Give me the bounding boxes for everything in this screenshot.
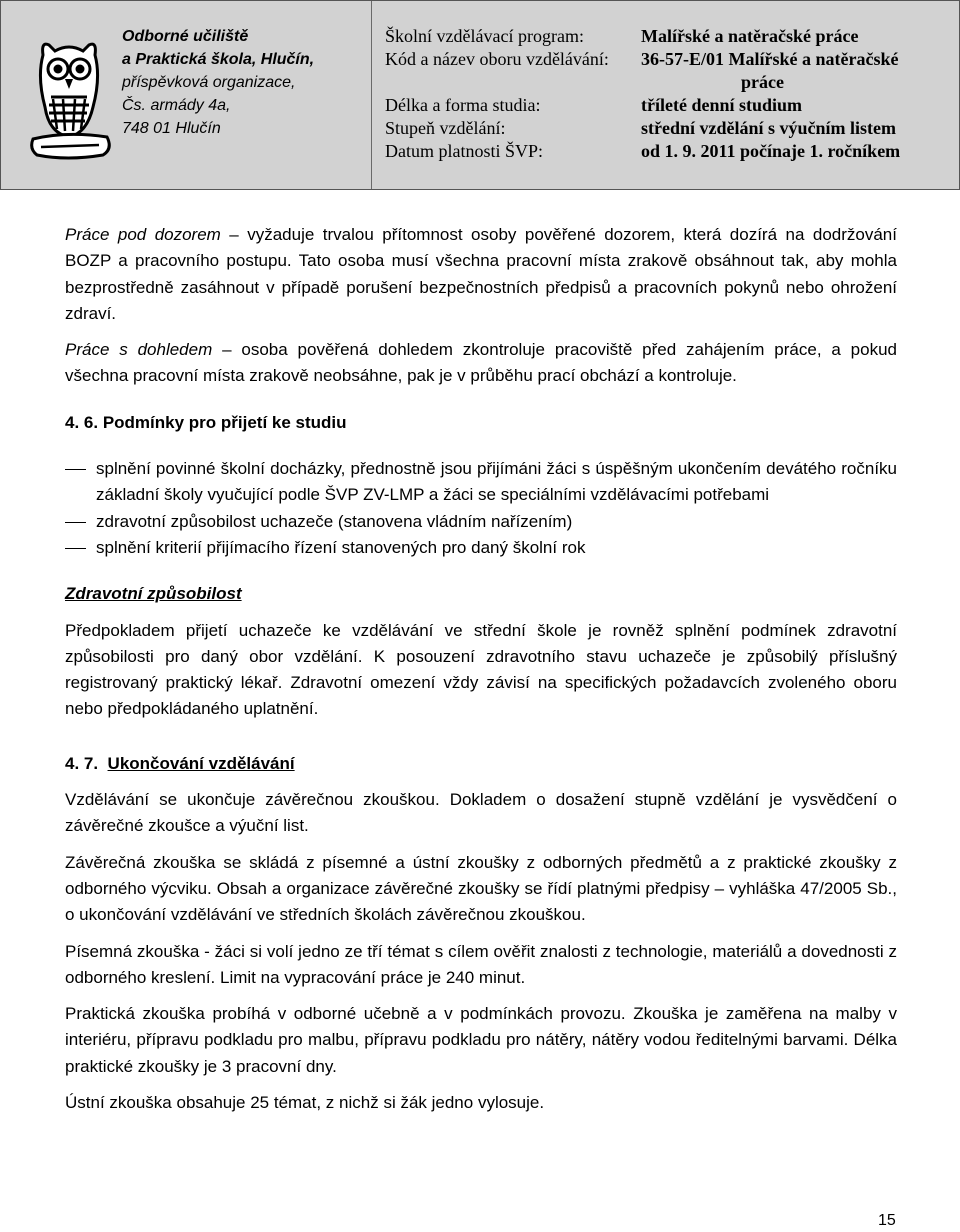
section-title: Podmínky pro přijetí ke studiu xyxy=(102,412,347,432)
definition-text: – osoba pověřená dohledem zkontroluje pracoviště před zahájením práce, a pokud všechna pracovní místa zrakově neobsáhne, pak je v průběhu prací obchází a kontroluje. xyxy=(65,340,898,386)
definition-paragraph xyxy=(65,222,897,327)
program-value: 36-57-E/01 Malířské a natěračské xyxy=(641,49,899,69)
body-paragraph: Praktická zkouška probíhá v odborné učebně a v podmínkách provozu. Zkouška je zaměřena na malby v interiéru, přípravu podkladu pro malbu, přípravu podkladu pro nátěry, nátěry vodou ředitelnými barvami. Délka praktické zkoušky je 3 pracovní dny. xyxy=(65,1004,897,1076)
school-info xyxy=(122,25,372,140)
school-city: 748 01 Hlučín xyxy=(122,120,221,137)
section-number: 4. 7. xyxy=(65,753,99,773)
program-label: Kód a název oboru vzdělávání: xyxy=(385,49,609,69)
program-row xyxy=(385,140,955,163)
list-item: splnění povinné školní docházky, přednostně jsou přijímáni žáci s úspěšným ukončením devátého ročníku základní školy vyučující podle ŠVP ZV-LMP a žáci se speciálními vzdělávacími potřebami xyxy=(65,456,897,509)
section-number: 4. 6. xyxy=(65,412,99,432)
section-heading-4-6 xyxy=(65,410,897,436)
document-header xyxy=(0,0,960,190)
page-content xyxy=(65,222,897,1116)
school-org-type: příspěvková organizace, xyxy=(122,74,296,91)
program-label: Délka a forma studia: xyxy=(385,95,541,115)
definition-text: – vyžaduje trvalou přítomnost osoby pověřené dozorem, která dozírá na dodržování BOZP a pracovního postupu. Tato osoba musí všechna pracovní místa zrakově obsáhnout tak, aby mohla bezprostředně zasáhnout v případě porušení bezpečnostních předpisů a pracovních pokynů nebo ohrožení zdraví. xyxy=(65,225,897,323)
body-paragraph: Písemná zkouška - žáci si volí jedno ze tří témat s cílem ověřit znalosti z technologie, materiálů a dovednosti z odborného kreslení. Limit na vypracování práce je 240 minut. xyxy=(65,941,897,987)
program-value: tříleté denní studium xyxy=(641,95,803,115)
section-title: Ukončování vzdělávání xyxy=(107,753,295,773)
body-paragraph: Ústní zkouška obsahuje 25 témat, z nichž si žák jedno vylosuje. xyxy=(65,1093,545,1113)
section-heading-4-7 xyxy=(65,751,897,777)
program-label: Stupeň vzdělání: xyxy=(385,118,506,138)
definition-term: Práce s dohledem xyxy=(65,340,213,360)
program-label xyxy=(385,71,641,94)
header-divider xyxy=(371,1,372,189)
program-row xyxy=(385,25,955,48)
list-item: splnění kriterií přijímacího řízení stanovených pro daný školní rok xyxy=(65,535,897,561)
program-value: od 1. 9. 2011 počínaje 1. ročníkem xyxy=(641,141,901,161)
program-row xyxy=(385,94,955,117)
program-info xyxy=(385,25,955,163)
program-value: Malířské a natěračské práce xyxy=(641,26,859,46)
program-row xyxy=(385,48,955,71)
definition-term: Práce pod dozorem xyxy=(65,225,221,244)
school-name-line1: Odborné učiliště xyxy=(122,28,249,45)
owl-logo-icon xyxy=(27,37,111,163)
school-name-line2: a Praktická škola, Hlučín, xyxy=(122,51,315,68)
body-paragraph: Závěrečná zkouška se skládá z písemné a ústní zkoušky z odborných předmětů a z praktické zkoušky z odborného výcviku. Obsah a organizace závěrečné zkoušky se řídí platnými předpisy – vyhláška 47/2005 Sb., o ukončování vzdělávání ve středních školách závěrečnou zkouškou. xyxy=(65,852,897,925)
definition-paragraph xyxy=(65,337,897,390)
health-heading: Zdravotní způsobilost xyxy=(65,584,242,604)
admission-conditions-list xyxy=(65,456,897,561)
school-street: Čs. armády 4a, xyxy=(122,97,231,114)
page-number: 15 xyxy=(878,1212,896,1229)
program-value: střední vzdělání s výučním listem xyxy=(641,118,896,138)
program-label: Datum platnosti ŠVP: xyxy=(385,141,544,161)
program-value: práce xyxy=(741,72,784,92)
program-row xyxy=(385,117,955,140)
health-paragraph: Předpokladem přijetí uchazeče ke vzdělávání ve střední škole je rovněž splnění podmínek zdravotní způsobilosti pro daný obor vzdělání. K posouzení zdravotního stavu uchazeče je způsobilý příslušný registrovaný praktický lékař. Zdravotní omezení vždy závisí na specifických požadavcích zvoleného oboru nebo předpokládaného uplatnění. xyxy=(65,620,897,719)
body-paragraph: Vzdělávání se ukončuje závěrečnou zkouškou. Dokladem o dosažení stupně vzdělání je vysvědčení o závěrečné zkoušce a výuční list. xyxy=(65,790,897,836)
program-label: Školní vzdělávací program: xyxy=(385,26,584,46)
program-row xyxy=(385,71,955,94)
list-item: zdravotní způsobilost uchazeče (stanovena vládním nařízením) xyxy=(65,509,897,535)
